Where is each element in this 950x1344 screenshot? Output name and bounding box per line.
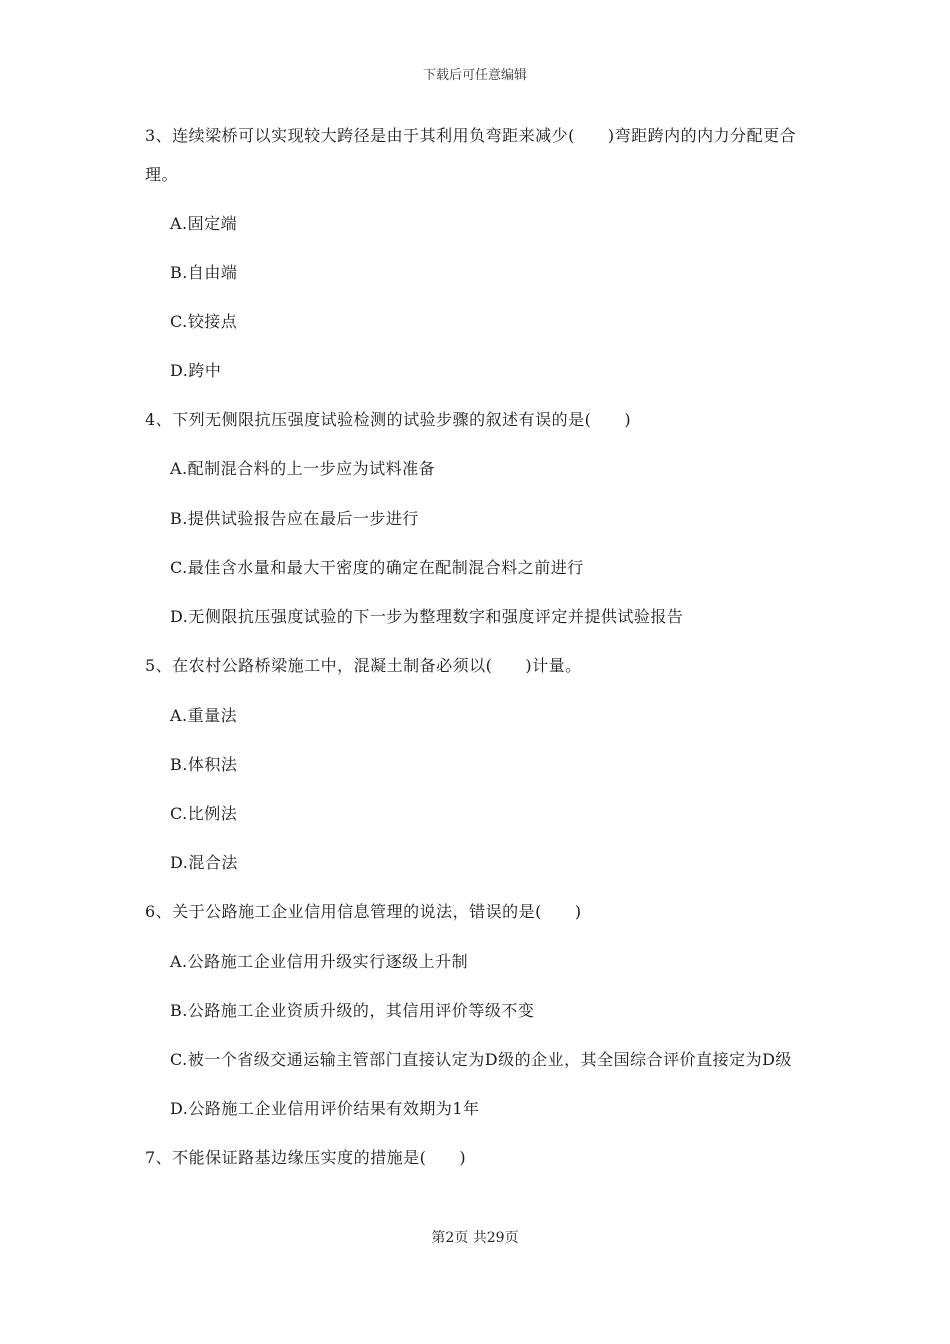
- question-7-stem: 7、不能保证路基边缘压实度的措施是( ): [145, 1148, 467, 1167]
- question-5-option-b: B.体积法: [170, 755, 238, 774]
- question-3-option-b: B.自由端: [170, 263, 238, 282]
- question-6-option-d: D.公路施工企业信用评价结果有效期为1年: [170, 1099, 480, 1118]
- question-6-option-b: B.公路施工企业资质升级的，其信用评价等级不变: [170, 1001, 535, 1020]
- question-6-option-c: C.被一个省级交通运输主管部门直接认定为D级的企业，其全国综合评价直接定为D级: [170, 1050, 792, 1069]
- question-5-option-d: D.混合法: [170, 853, 238, 872]
- question-3-option-d: D.跨中: [170, 361, 222, 380]
- question-6-option-a: A.公路施工企业信用升级实行逐级上升制: [170, 952, 469, 971]
- question-3-stem: 3、连续梁桥可以实现较大跨径是由于其利用负弯距来减少( )弯距跨内的内力分配更合: [145, 126, 797, 145]
- question-4-stem: 4、下列无侧限抗压强度试验检测的试验步骤的叙述有误的是( ): [145, 410, 632, 429]
- page-footer: 第2页 共29页: [431, 1230, 519, 1246]
- question-3-stem-continued: 理。: [145, 165, 179, 184]
- question-5-option-a: A.重量法: [170, 706, 238, 725]
- question-4-option-b: B.提供试验报告应在最后一步进行: [170, 509, 419, 528]
- page-header: 下载后可任意编辑: [422, 68, 527, 83]
- question-3-option-a: A.固定端: [170, 214, 238, 233]
- question-6-stem: 6、关于公路施工企业信用信息管理的说法，错误的是( ): [145, 902, 582, 921]
- question-3-option-c: C.铰接点: [170, 312, 238, 331]
- question-5-option-c: C.比例法: [170, 804, 238, 823]
- question-4-option-a: A.配制混合料的上一步应为试料准备: [170, 459, 436, 478]
- question-4-option-c: C.最佳含水量和最大干密度的确定在配制混合料之前进行: [170, 558, 584, 577]
- question-4-option-d: D.无侧限抗压强度试验的下一步为整理数字和强度评定并提供试验报告: [170, 607, 684, 626]
- question-5-stem: 5、在农村公路桥梁施工中，混凝土制备必须以( )计量。: [145, 656, 582, 675]
